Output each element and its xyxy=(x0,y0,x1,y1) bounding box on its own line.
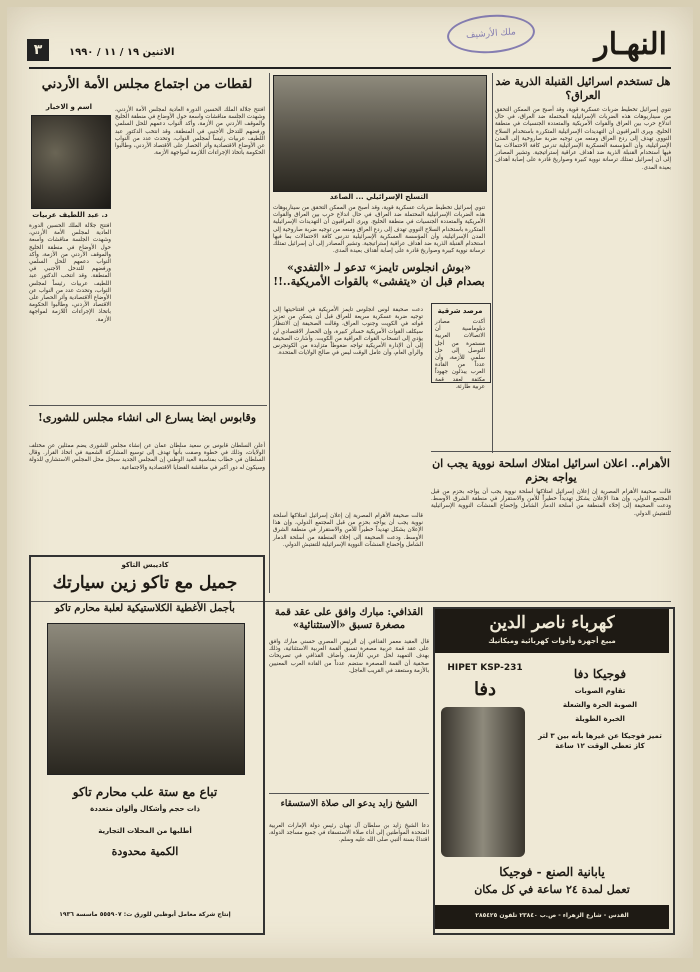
body-jordan-cont: افتتح جلالة الملك الحسين الدورة العادية لمجلس الأمة الأردني، وشهدت الجلسة مناقشات واسعة حول الأوضاع في منطقة الخليج والموقف الأردني من الأزمة، وأكد النواب دعمهم للحل السلمي ورفضهم للتدخل الأجنبي في المنطقة. وقد انتخب الدكتور عبد اللطيف عربيات رئيساً لمجلس النواب، وتحدث عدد من النواب عن الأوضاع الاقتصادية وأثر الحصار على الاقتصاد الأردني، وطالبوا الحكومة باتخاذ الإجراءات اللازمة لمواجهة الأزمة. xyxy=(29,223,111,323)
headline-shura: وقابوس ايضا يسارع الى انشاء مجلس للشورى! xyxy=(37,411,257,424)
body-jordan-parliament: افتتح جلالة الملك الحسين الدورة العادية لمجلس الأمة الأردني، وشهدت الجلسة مناقشات واسعة حول الأوضاع في منطقة الخليج والموقف الأردني من الأزمة، وأكد النواب دعمهم للحل السلمي ورفضهم للتدخل الأجنبي في المنطقة. وقد انتخب الدكتور عبد اللطيف عربيات رئيساً لمجلس النواب، وتحدث عدد من النواب عن الأوضاع الاقتصادية وأثر الحصار على الاقتصاد الأردني، وطالبوا الحكومة باتخاذ الإجراءات اللازمة لمواجهة الأزمة. xyxy=(115,107,265,157)
section-rule xyxy=(269,793,429,794)
headline-jordan-parliament: لقطات من اجتماع مجلس الأمة الأردني xyxy=(41,77,253,92)
kahraba-model: HIPET KSP-231 xyxy=(447,663,523,673)
body-bush-top: تنوي إسرائيل تخطيط ضربات عسكرية قوية، وقد أصبح من الممكن التحقق من سيناريوهات هذه الضربات الإسرائيلية المحتملة ضد العراق، في حال اندلاع حرب بين العراق والقوات الأمريكية والمتعددة الجنسيات في منطقة الخليج. ويرى المراقبون أن التهديدات الإسرائيلية المتكررة باستخدام السلاح النووي تهدف إلى ردع العراق ومنعه من توجيه ضربة صاروخية إلى المدن الإسرائيلية، وأن المؤسسة العسكرية الإسرائيلية تدرس كافة الاحتمالات بما فيها استخدام القنبلة الذرية ضد أهداف عراقية إستراتيجية. وتشير المصادر إلى أن إسرائيل تمتلك ترسانة نووية كبيرة وصواريخ قادرة على إصابة أهداف بعيدة المدى. xyxy=(273,205,485,255)
kahraba-footer1: يابانية الصنع - فوجيكا xyxy=(499,865,605,879)
kahraba-line3: الخبرة الطويلة xyxy=(575,715,625,723)
takko-distributor: أطلبها من المحلات التجارية xyxy=(98,827,192,835)
headline-israel-bomb: هل تستخدم اسرائيل القنبلة الذرية ضد العراق؟ xyxy=(495,75,671,102)
kahraba-line4: تميز فوجيكا عن غيرها بأنه بين ٣ لتر كاز تعطي الوقت ١٢ ساعة xyxy=(538,732,662,750)
car-interior-image xyxy=(47,623,245,775)
headline-ahram: الأهرام.. اعلان اسرائيل امتلاك اسلحة نووية يجب ان يواجه بحزم xyxy=(432,457,670,484)
tank-photo xyxy=(273,75,487,192)
column-rule xyxy=(269,73,270,593)
kahraba-name: كهرباء ناصر الدين xyxy=(489,613,615,633)
heater-image xyxy=(441,707,525,857)
kahraba-line1: تقاوم الصوبات xyxy=(574,687,626,695)
kahraba-footer2: تعمل لمدة ٢٤ ساعة في كل مكان xyxy=(474,883,630,896)
issue-date: الاثنين ١٩ / ١١ / ١٩٩٠ xyxy=(69,47,175,58)
kahraba-product: فوجيكا دفا xyxy=(573,667,627,681)
section-rule xyxy=(431,451,671,452)
kahraba-brand: دفا xyxy=(473,679,497,700)
takko-slogan: جميل مع تاكو زين سيارتك xyxy=(52,573,238,593)
author-portrait xyxy=(31,115,111,209)
body-ahram: قالت صحيفة الأهرام المصرية إن إعلان إسرائيل امتلاكها أسلحة نووية يجب أن يواجه بحزم من قبل المجتمع الدولي، وإن هذا الإعلان يشكل تهديداً خطيراً للأمن والاستقرار في منطقة الشرق الأوسط. ودعت الصحيفة إلى إخلاء المنطقة من أسلحة الدمار الشامل وإخضاع المنشآت النووية الإسرائيلية للتفتيش الدولي. xyxy=(431,489,671,517)
takko-top: كاديبس التاكو xyxy=(121,561,169,569)
takko-footer: إنتاج شركة معامل أبوظبي للورق ت: ٥٥٥٩٠٧ ماسسة ١٩٣٦ xyxy=(59,911,231,918)
body-sheikh-zayed: دعا الشيخ زايد بن سلطان آل نهيان رئيس دولة الإمارات العربية المتحدة المواطنين إلى أداء صلاة الاستسقاء في جميع مساجد الدولة، اقتداءً بسنة النبي صلى الله عليه وسلم. xyxy=(269,823,429,844)
feature-box-body: أكدت مصادر دبلوماسية أن الاتصالات العربية مستمرة من أجل التوصل إلى حل سلمي للأزمة، وأن عدداً من القادة العرب يبذلون جهوداً مكثفة لعقد قمة عربية طارئة. xyxy=(435,319,485,390)
column-rule xyxy=(492,73,493,453)
takko-note: الكمية محدودة xyxy=(111,845,179,858)
body-shura: أعلن السلطان قابوس بن سعيد سلطان عمان عن إنشاء مجلس للشورى يضم ممثلين عن مختلف الولايات، وذلك في خطوة وصفت بأنها تهدف إلى توسيع المشاركة الشعبية في اتخاذ القرار. وقال السلطان في خطاب بمناسبة العيد الوطني إن المجلس الجديد سيحل محل المجلس الاستشاري للدولة وسيكون له دور أكبر في مناقشة القضايا الاقتصادية والاجتماعية. xyxy=(29,443,265,471)
takko-sale-sub: ذات حجم وأشكال وألوان متعددة xyxy=(90,805,200,813)
kahraba-line2: الصوبة الحرة والشعلة xyxy=(562,701,638,709)
body-bush-thatcher: دعت صحيفة لوس انجلوس تايمز الأمريكية في افتتاحيتها إلى توجيه ضربة عسكرية سريعة للعراق قبل أن يتمكن من تعزيز قواته في الكويت وجنوب العراق، وقالت الصحيفة إن الانتظار سيكلف القوات الأمريكية خسائر كبيرة، وإن الحصار الاقتصادي لن يؤدي إلى انسحاب القوات العراقية من الكويت. وأشارت الصحيفة إلى أن الإدارة الأمريكية تواجه ضغوطاً متزايدة من الكونجرس والرأي العام، وأن عامل الوقت ليس في صالح الولايات المتحدة. xyxy=(273,307,423,357)
caption-tank-photo: التسلح الإسرائيلي ... الصاعد xyxy=(329,193,429,201)
takko-sale-line: تباع مع ستة علب محارم تاكو xyxy=(72,785,218,799)
takko-tagline: بأجمل الأغطية الكلاستيكية لعلبة محارم تاكو xyxy=(55,603,235,614)
headline-bush-thatcher: «بوش انجلوس تايمز» تدعو لـ «التفدي» بصدام قبل ان «يتفشى» بالقوات الأمريكية..!! xyxy=(273,261,485,288)
body-israel-bomb: تنوي إسرائيل تخطيط ضربات عسكرية قوية، وقد أصبح من الممكن التحقق من سيناريوهات هذه الضربات الإسرائيلية المحتملة ضد العراق، في حال اندلاع حرب بين العراق والقوات الأمريكية والمتعددة الجنسيات في منطقة الخليج. ويرى المراقبون أن التهديدات الإسرائيلية المتكررة باستخدام السلاح النووي تهدف إلى ردع العراق ومنعه من توجيه ضربة صاروخية إلى المدن الإسرائيلية، وأن المؤسسة العسكرية الإسرائيلية تدرس كافة الاحتمالات بما فيها استخدام القنبلة الذرية ضد أهداف عراقية إستراتيجية. وتشير المصادر إلى أن إسرائيل تمتلك ترسانة نووية كبيرة وصواريخ قادرة على إصابة أهداف بعيدة المدى. xyxy=(495,107,671,171)
body-summit: قال العقيد معمر القذافي إن الرئيس المصري حسني مبارك وافق على عقد قمة عربية مصغرة تسبق القمة العربية الاستثنائية، وذلك بهدف التمهيد لحل عربي للأزمة. وأضاف القذافي في تصريحات صحفية أن القمة المصغرة ستضم عدداً من القادة العرب المعنيين بالأزمة وستعقد في القريب العاجل. xyxy=(269,639,429,674)
masthead-rule xyxy=(29,67,671,69)
headline-sheikh-zayed: الشيخ زايد يدعو الى صلاة الاستسقاء xyxy=(280,799,418,809)
kahraba-address: القدس - شارع الزهراء - ص.ب ٢٣٨٤٠ تلفون ٢٨٥٤٢٥ xyxy=(475,912,629,919)
kahraba-sub: مبيع أجهزة وأدوات كهربائية وميكانيك xyxy=(488,637,616,645)
body-bush-cont: قالت صحيفة الأهرام المصرية إن إعلان إسرائيل امتلاكها أسلحة نووية يجب أن يواجه بحزم من قبل المجتمع الدولي، وإن هذا الإعلان يشكل تهديداً خطيراً للأمن والاستقرار في منطقة الشرق الأوسط. ودعت الصحيفة إلى إخلاء المنطقة من أسلحة الدمار الشامل وإخضاع المنشآت النووية الإسرائيلية للتفتيش الدولي. xyxy=(273,513,423,548)
archive-stamp: ملك الأرشيف xyxy=(446,12,536,56)
headline-summit: القذافي: مبارك وافق على عقد قمة مصغرة تسبق «الاستثنائية» xyxy=(274,607,424,631)
author-name: د. عبد اللطيف عربيات xyxy=(32,211,108,219)
section-rule xyxy=(29,405,267,406)
author-label: اسم و الاخبار xyxy=(45,103,93,111)
page-number: ٣ xyxy=(27,39,49,61)
feature-box-title: مرصد شرقية xyxy=(437,307,483,315)
newspaper-page xyxy=(7,7,693,958)
newspaper-logo: النهـار xyxy=(594,27,667,62)
